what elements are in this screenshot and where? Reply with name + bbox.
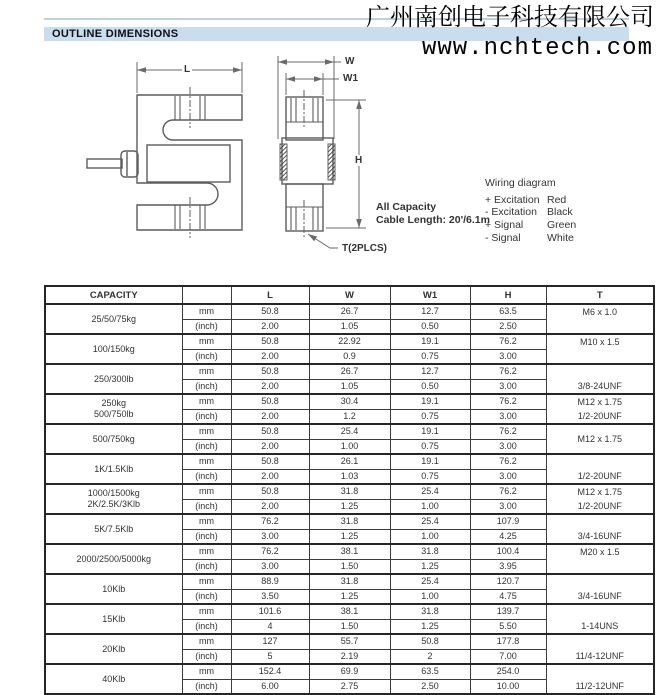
value-cell: 76.2	[470, 334, 546, 349]
value-cell: 31.8	[309, 484, 390, 499]
value-cell: 1.05	[309, 379, 390, 394]
value-cell: 31.8	[390, 544, 470, 559]
value-cell: 2.19	[309, 649, 390, 664]
value-cell: 254.0	[470, 664, 546, 679]
wiring-signal: + Signal	[485, 219, 524, 232]
value-cell: 19.1	[390, 424, 470, 439]
value-cell: 2.00	[231, 499, 309, 514]
value-cell: 0.75	[390, 409, 470, 424]
value-cell: 30.4	[309, 394, 390, 409]
value-cell: 0.75	[390, 469, 470, 484]
thread-cell: 1-14UNS	[546, 604, 654, 634]
thread-cell: 1/2-20UNF	[546, 454, 654, 484]
value-cell: 25.4	[390, 514, 470, 529]
wiring-row	[485, 219, 576, 232]
capacity-cell: 250kg 500/750lb	[45, 394, 182, 424]
unit-cell: (inch)	[182, 649, 231, 664]
table-row	[45, 634, 654, 649]
value-cell: 50.8	[231, 364, 309, 379]
section-title: OUTLINE DIMENSIONS	[52, 28, 179, 40]
wiring-row	[485, 206, 576, 219]
value-cell: 1.50	[309, 559, 390, 574]
column-header: W	[309, 286, 390, 304]
wiring-diagram	[485, 177, 576, 245]
value-cell: 12.7	[390, 364, 470, 379]
cable-nut	[121, 151, 138, 177]
value-cell: 76.2	[470, 484, 546, 499]
wiring-signal: - Signal	[485, 231, 521, 244]
value-cell: 50.8	[231, 304, 309, 319]
value-cell: 3.00	[470, 409, 546, 424]
unit-cell: mm	[182, 604, 231, 619]
unit-cell: mm	[182, 364, 231, 379]
value-cell: 1.05	[309, 319, 390, 334]
value-cell: 3.00	[231, 529, 309, 544]
value-cell: 139.7	[470, 604, 546, 619]
dim-label-w: W	[345, 56, 355, 67]
seal-hatch-right	[328, 144, 335, 180]
table-row	[45, 544, 654, 559]
table-row	[45, 484, 654, 499]
column-header: W1	[390, 286, 470, 304]
value-cell: 50.8	[231, 334, 309, 349]
capacity-cell: 1000/1500kg 2K/2.5K/3Klb	[45, 484, 182, 514]
wiring-rows	[485, 194, 576, 245]
unit-cell: (inch)	[182, 409, 231, 424]
value-cell: 55.7	[309, 634, 390, 649]
value-cell: 1.25	[309, 529, 390, 544]
value-cell: 3.95	[470, 559, 546, 574]
value-cell: 2.00	[231, 439, 309, 454]
value-cell: 69.9	[309, 664, 390, 679]
capacity-cell: 40Klb	[45, 664, 182, 694]
value-cell: 2.50	[470, 319, 546, 334]
wiring-row	[485, 194, 576, 207]
thread-cell: M6 x 1.0	[546, 304, 654, 334]
value-cell: 1.00	[390, 589, 470, 604]
thread-callout-label: T(2PLCS)	[342, 243, 387, 254]
column-header: CAPACITY	[45, 286, 182, 304]
unit-cell: mm	[182, 424, 231, 439]
value-cell: 76.2	[470, 394, 546, 409]
value-cell: 1.00	[309, 439, 390, 454]
unit-cell: mm	[182, 514, 231, 529]
capacity-cell: 1K/1.5Klb	[45, 454, 182, 484]
dimensions-table	[44, 285, 655, 695]
value-cell: 50.8	[231, 424, 309, 439]
value-cell: 25.4	[309, 424, 390, 439]
value-cell: 3.00	[470, 499, 546, 514]
unit-cell: (inch)	[182, 619, 231, 634]
table-row	[45, 604, 654, 619]
thread-cell: M12 x 1.75 1/2-20UNF	[546, 484, 654, 514]
value-cell: 12.7	[390, 304, 470, 319]
value-cell: 1.25	[390, 559, 470, 574]
value-cell: 177.8	[470, 634, 546, 649]
dim-label-h: H	[355, 155, 363, 166]
value-cell: 1.25	[309, 589, 390, 604]
value-cell: 1.2	[309, 409, 390, 424]
front-view	[87, 87, 242, 238]
table-row	[45, 334, 654, 349]
value-cell: 3.00	[231, 559, 309, 574]
thread-cell: M12 x 1.75	[546, 424, 654, 454]
unit-cell: mm	[182, 634, 231, 649]
value-cell: 2.00	[231, 319, 309, 334]
thread-cell: M12 x 1.75 1/2-20UNF	[546, 394, 654, 424]
value-cell: 127	[231, 634, 309, 649]
value-cell: 76.2	[231, 544, 309, 559]
value-cell: 26.1	[309, 454, 390, 469]
table-row	[45, 304, 654, 319]
value-cell: 76.2	[231, 514, 309, 529]
value-cell: 10.00	[470, 679, 546, 694]
wiring-title: Wiring diagram	[485, 177, 556, 189]
dim-label-l: L	[184, 64, 191, 75]
column-header: H	[470, 286, 546, 304]
value-cell: 2.00	[231, 349, 309, 364]
value-cell: 19.1	[390, 454, 470, 469]
unit-cell: (inch)	[182, 439, 231, 454]
wiring-color: Black	[547, 206, 573, 219]
value-cell: 2.00	[231, 409, 309, 424]
value-cell: 0.75	[390, 349, 470, 364]
value-cell: 0.50	[390, 319, 470, 334]
thread-cell: 3/4-16UNF	[546, 514, 654, 544]
capacity-cell: 10Klb	[45, 574, 182, 604]
seal-hatch-left	[280, 144, 287, 180]
unit-cell: mm	[182, 484, 231, 499]
unit-cell: mm	[182, 334, 231, 349]
wiring-color: White	[547, 231, 574, 244]
value-cell: 2	[390, 649, 470, 664]
value-cell: 5	[231, 649, 309, 664]
table-row	[45, 424, 654, 439]
value-cell: 100.4	[470, 544, 546, 559]
thread-cell: 3/4-16UNF	[546, 574, 654, 604]
wiring-signal: + Excitation	[485, 193, 540, 206]
wiring-color: Green	[547, 219, 577, 232]
table-row	[45, 364, 654, 379]
thread-cell: 3/8-24UNF	[546, 364, 654, 394]
table-row	[45, 394, 654, 409]
thread-cell: 11/4-12UNF	[546, 634, 654, 664]
value-cell: 4.75	[470, 589, 546, 604]
value-cell: 3.00	[470, 349, 546, 364]
value-cell: 120.7	[470, 574, 546, 589]
value-cell: 25.4	[390, 484, 470, 499]
value-cell: 3.00	[470, 439, 546, 454]
thread-cell: M10 x 1.5	[546, 334, 654, 364]
unit-cell: (inch)	[182, 499, 231, 514]
value-cell: 38.1	[309, 544, 390, 559]
value-cell: 107.9	[470, 514, 546, 529]
value-cell: 31.8	[309, 514, 390, 529]
table-row	[45, 514, 654, 529]
unit-cell: (inch)	[182, 589, 231, 604]
unit-cell: mm	[182, 574, 231, 589]
unit-cell: mm	[182, 394, 231, 409]
unit-cell: (inch)	[182, 349, 231, 364]
unit-cell: mm	[182, 544, 231, 559]
value-cell: 76.2	[470, 454, 546, 469]
table-row	[45, 454, 654, 469]
wiring-color: Red	[547, 193, 567, 206]
value-cell: 26.7	[309, 304, 390, 319]
value-cell: 4.25	[470, 529, 546, 544]
thread-cell: 11/2-12UNF	[546, 664, 654, 694]
value-cell: 0.50	[390, 379, 470, 394]
value-cell: 5.50	[470, 619, 546, 634]
unit-cell: (inch)	[182, 469, 231, 484]
value-cell: 2.00	[231, 379, 309, 394]
value-cell: 22.92	[309, 334, 390, 349]
value-cell: 76.2	[470, 364, 546, 379]
value-cell: 3.00	[470, 469, 546, 484]
cable-note	[376, 201, 490, 226]
value-cell: 2.75	[309, 679, 390, 694]
value-cell: 38.1	[309, 604, 390, 619]
column-header	[182, 286, 231, 304]
value-cell: 1.03	[309, 469, 390, 484]
value-cell: 101.6	[231, 604, 309, 619]
value-cell: 0.9	[309, 349, 390, 364]
value-cell: 76.2	[470, 424, 546, 439]
value-cell: 1.00	[390, 529, 470, 544]
capacity-cell: 20Klb	[45, 634, 182, 664]
value-cell: 1.50	[309, 619, 390, 634]
value-cell: 19.1	[390, 394, 470, 409]
column-header: L	[231, 286, 309, 304]
cable-rod	[87, 159, 122, 168]
value-cell: 50.8	[231, 484, 309, 499]
table-row	[45, 664, 654, 679]
capacity-cell: 25/50/75kg	[45, 304, 182, 334]
unit-cell: (inch)	[182, 379, 231, 394]
value-cell: 1.25	[309, 499, 390, 514]
value-cell: 25.4	[390, 574, 470, 589]
column-header: T	[546, 286, 654, 304]
value-cell: 50.8	[231, 394, 309, 409]
table-row	[45, 574, 654, 589]
thread-cell: M20 x 1.5	[546, 544, 654, 574]
value-cell: 63.5	[390, 664, 470, 679]
unit-cell: (inch)	[182, 559, 231, 574]
value-cell: 3.00	[470, 379, 546, 394]
value-cell: 3.50	[231, 589, 309, 604]
value-cell: 31.8	[309, 574, 390, 589]
capacity-cell: 15Klb	[45, 604, 182, 634]
cable-note-line1: All Capacity	[376, 201, 437, 213]
value-cell: 1.25	[390, 619, 470, 634]
value-cell: 0.75	[390, 439, 470, 454]
value-cell: 26.7	[309, 364, 390, 379]
unit-cell: (inch)	[182, 319, 231, 334]
cable-note-line2: Cable Length: 20'/6.1m	[376, 213, 490, 226]
value-cell: 31.8	[390, 604, 470, 619]
value-cell: 50.8	[231, 454, 309, 469]
dim-label-w1: W1	[343, 73, 358, 84]
unit-cell: mm	[182, 664, 231, 679]
capacity-cell: 5K/7.5Klb	[45, 514, 182, 544]
label-plate	[147, 145, 230, 182]
unit-cell: mm	[182, 304, 231, 319]
value-cell: 50.8	[390, 634, 470, 649]
value-cell: 7.00	[470, 649, 546, 664]
wiring-signal: - Excitation	[485, 206, 537, 219]
capacity-cell: 250/300lb	[45, 364, 182, 394]
capacity-cell: 500/750kg	[45, 424, 182, 454]
unit-cell: (inch)	[182, 529, 231, 544]
value-cell: 88.9	[231, 574, 309, 589]
value-cell: 6.00	[231, 679, 309, 694]
value-cell: 4	[231, 619, 309, 634]
table-header-row	[45, 286, 654, 304]
value-cell: 2.00	[231, 469, 309, 484]
unit-cell: mm	[182, 454, 231, 469]
company-name: 广州南创电子科技有限公司	[366, 5, 654, 31]
capacity-cell: 2000/2500/5000kg	[45, 544, 182, 574]
company-website: www.nchtech.com	[421, 35, 653, 62]
value-cell: 152.4	[231, 664, 309, 679]
capacity-cell: 100/150kg	[45, 334, 182, 364]
side-view	[280, 90, 335, 238]
wiring-row	[485, 232, 576, 245]
value-cell: 19.1	[390, 334, 470, 349]
value-cell: 2.50	[390, 679, 470, 694]
value-cell: 1.00	[390, 499, 470, 514]
unit-cell: (inch)	[182, 679, 231, 694]
value-cell: 63.5	[470, 304, 546, 319]
